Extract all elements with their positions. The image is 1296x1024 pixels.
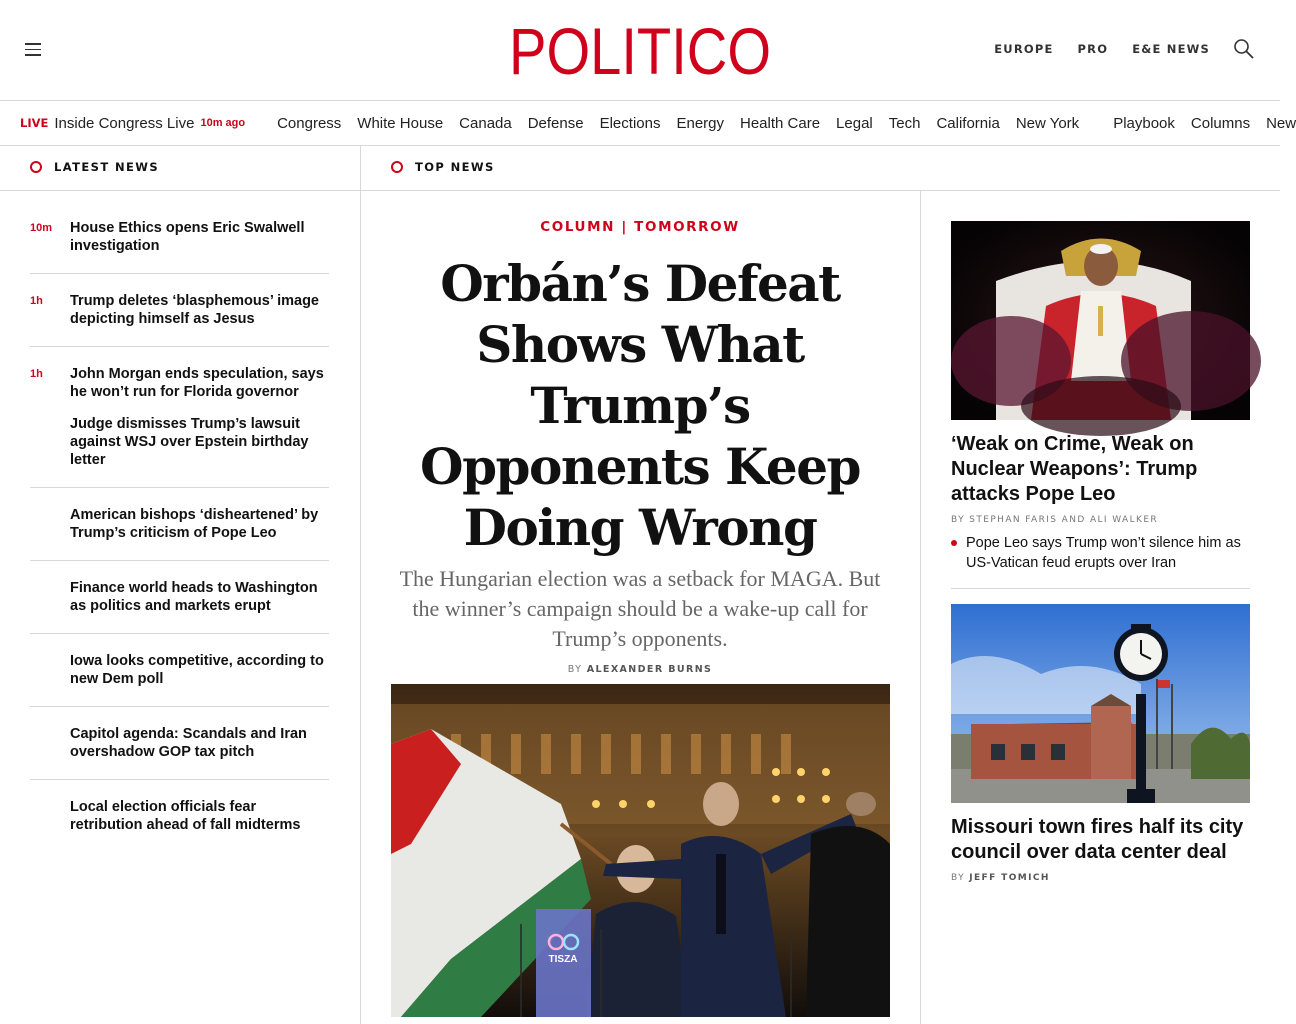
ring-icon	[30, 161, 42, 173]
news-time: 10m	[30, 222, 53, 234]
list-item[interactable]	[30, 579, 329, 634]
byline-prefix: BY	[951, 873, 965, 883]
column-divider	[360, 146, 361, 1024]
nav-white-house[interactable]: White House	[357, 114, 444, 132]
news-headline[interactable]: Iowa looks competitive, according to new Dem poll	[70, 653, 324, 687]
ring-icon	[391, 161, 403, 173]
list-item[interactable]	[30, 725, 329, 780]
list-item[interactable]	[30, 292, 329, 347]
nav-elections[interactable]: Elections	[599, 114, 661, 132]
byline-prefix: BY	[951, 515, 965, 525]
byline-author[interactable]: ALEXANDER BURNS	[586, 664, 713, 675]
related-text[interactable]: Pope Leo says Trump won’t silence him as US-Vatican feud erupts over Iran	[966, 535, 1241, 571]
top-news-title: TOP NEWS	[415, 160, 495, 174]
live-tag: LIVE	[20, 116, 49, 130]
list-item[interactable]	[30, 652, 329, 707]
story-image-pope[interactable]	[951, 221, 1250, 420]
byline-authors[interactable]: JEFF TOMICH	[969, 873, 1050, 883]
right-column	[951, 221, 1250, 883]
news-time	[30, 725, 70, 761]
news-headline[interactable]: Local election officials fear retribution ahead of fall midterms	[70, 799, 301, 833]
bullet-dot-icon	[951, 540, 957, 546]
column-divider	[920, 191, 921, 1024]
menu-icon[interactable]	[25, 43, 41, 57]
nav-defense[interactable]: Defense	[527, 114, 584, 132]
live-link[interactable]: Inside Congress Live	[54, 114, 195, 132]
main-dek: The Hungarian election was a setback for MAGA. But the winner’s campaign should be a wake-up call for Trump’s opponents.	[399, 566, 881, 651]
byline-prefix: BY	[567, 664, 583, 675]
nav-tech[interactable]: Tech	[888, 114, 921, 132]
related-link[interactable]	[951, 533, 1250, 573]
latest-news-list	[30, 219, 329, 848]
list-item[interactable]	[30, 219, 329, 274]
site-header	[0, 0, 1280, 101]
news-headline[interactable]: Capitol agenda: Scandals and Iran overshadow GOP tax pitch	[70, 726, 307, 760]
logo-text: POLITICO	[509, 14, 771, 88]
right-headline-2[interactable]: Missouri town fires half its city council over data center deal	[951, 816, 1244, 863]
right-byline-2	[951, 873, 1250, 883]
podium-text: TISZA	[548, 954, 578, 965]
news-headline[interactable]: John Morgan ends speculation, says he won’t run for Florida governor	[70, 366, 324, 400]
section-nav	[0, 101, 1296, 146]
story-kicker[interactable]: COLUMN | TOMORROW	[540, 219, 740, 235]
live-time: 10m ago	[200, 117, 246, 129]
top-news-label	[391, 160, 495, 174]
link-pro[interactable]: PRO	[1077, 42, 1109, 56]
news-time	[30, 506, 70, 542]
story-image-clock[interactable]	[951, 604, 1250, 803]
link-europe[interactable]: EUROPE	[994, 42, 1054, 56]
nav-new-york[interactable]: New York	[1015, 114, 1080, 132]
news-time	[30, 798, 70, 834]
right-byline-1	[951, 515, 1250, 525]
politico-logo[interactable]	[508, 14, 772, 88]
news-time: 1h	[30, 295, 43, 307]
latest-news-label	[30, 160, 159, 174]
main-headline[interactable]: Orbán’s Defeat Shows What Trump’s Opponents Keep Doing Wrong	[420, 254, 860, 557]
nav-playbook[interactable]: Playbook	[1113, 114, 1175, 132]
news-headline[interactable]: Finance world heads to Washington as politics and markets erupt	[70, 580, 318, 614]
news-headline[interactable]: House Ethics opens Eric Swalwell investigation	[70, 220, 305, 254]
list-item[interactable]	[30, 798, 329, 834]
main-story-image[interactable]	[391, 684, 890, 1017]
story-divider	[951, 588, 1250, 589]
nav-newsletters[interactable]: New	[1266, 114, 1296, 132]
nav-legal[interactable]: Legal	[836, 114, 873, 132]
link-ee-news[interactable]: E&E NEWS	[1132, 42, 1210, 56]
list-item[interactable]	[30, 365, 329, 401]
news-time: 1h	[30, 368, 43, 380]
main-story	[390, 219, 890, 675]
news-headline[interactable]: Trump deletes ‘blasphemous’ image depicting himself as Jesus	[70, 293, 319, 327]
top-links	[994, 42, 1210, 56]
nav-california[interactable]: California	[936, 114, 1000, 132]
news-time	[30, 579, 70, 615]
section-header-bar	[0, 146, 1280, 191]
news-time	[30, 415, 70, 469]
nav-congress[interactable]: Congress	[277, 114, 342, 132]
nav-columns[interactable]: Columns	[1190, 114, 1251, 132]
list-item[interactable]	[30, 506, 329, 561]
search-icon[interactable]	[1233, 38, 1255, 60]
list-item[interactable]	[30, 415, 329, 488]
news-headline[interactable]: Judge dismisses Trump’s lawsuit against WSJ over Epstein birthday letter	[70, 416, 309, 468]
news-headline[interactable]: American bishops ‘disheartened’ by Trump’s criticism of Pope Leo	[70, 507, 319, 541]
byline-authors[interactable]: STEPHAN FARIS AND ALI WALKER	[969, 515, 1159, 525]
nav-canada[interactable]: Canada	[459, 114, 512, 132]
news-time	[30, 652, 70, 688]
nav-energy[interactable]: Energy	[676, 114, 724, 132]
nav-health-care[interactable]: Health Care	[740, 114, 821, 132]
latest-news-title: LATEST NEWS	[54, 160, 160, 174]
right-headline-1[interactable]: ‘Weak on Crime, Weak on Nuclear Weapons’: Trump attacks Pope Leo	[951, 433, 1198, 505]
main-byline	[390, 664, 890, 675]
